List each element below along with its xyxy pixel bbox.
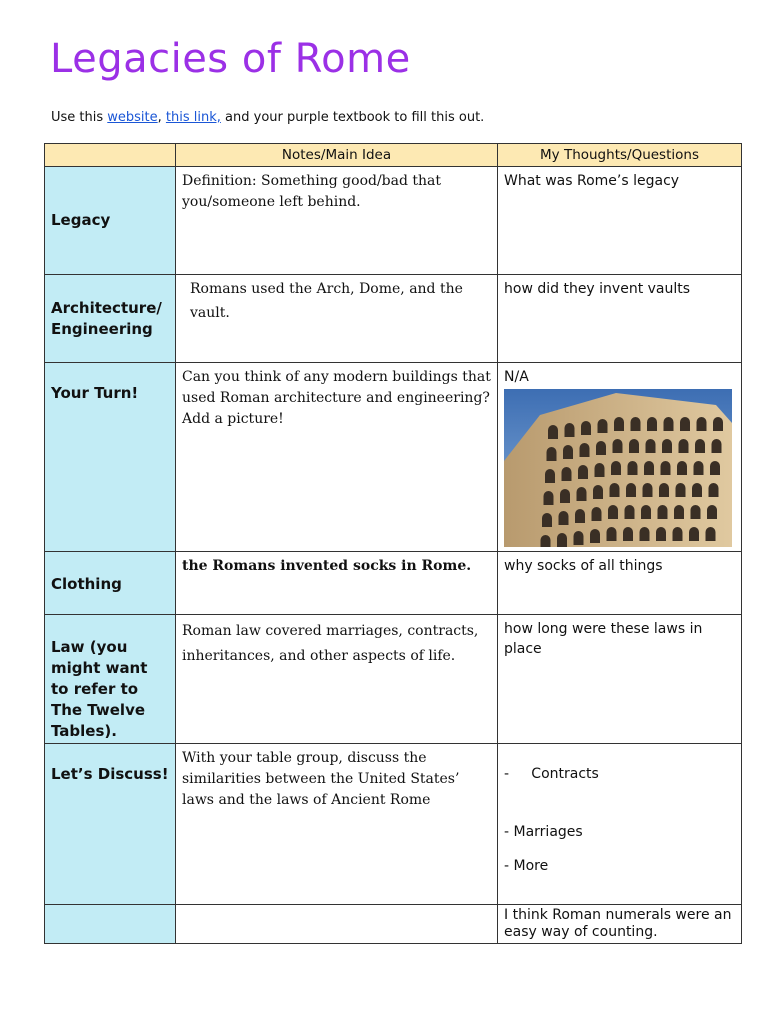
arch-window (673, 527, 683, 541)
thoughts-cell[interactable]: how long were these laws in place (498, 615, 742, 744)
list-item: - Contracts (504, 766, 599, 782)
arch-window (658, 505, 668, 519)
arch-window (547, 447, 557, 461)
notes-cell[interactable]: the Romans invented socks in Rome. (176, 552, 498, 615)
arch-window (625, 505, 635, 519)
arch-window (631, 417, 641, 431)
table-row-law (45, 615, 742, 744)
arch-window (592, 507, 602, 521)
arch-window (590, 529, 600, 543)
arch-window (541, 535, 551, 547)
arch-window (640, 527, 650, 541)
arch-window (677, 461, 687, 475)
arch-window (644, 461, 654, 475)
intro-sep: , (157, 110, 166, 125)
arch-window (691, 505, 701, 519)
arch-window (614, 417, 624, 431)
arch-window (680, 417, 690, 431)
arch-window (578, 465, 588, 479)
thoughts-text: N/A (504, 369, 529, 385)
arch-window (656, 527, 666, 541)
thoughts-cell[interactable]: how did they invent vaults (498, 275, 742, 363)
thoughts-cell[interactable] (498, 363, 742, 552)
table-row-legacy (45, 167, 742, 275)
table-row-architecture (45, 275, 742, 363)
row-label: Architecture/ Engineering (45, 275, 176, 363)
website-link[interactable]: website (107, 110, 158, 125)
notes-cell[interactable]: Can you think of any modern buildings that used Roman architecture and engineering? Add a picture! (176, 363, 498, 552)
notes-cell[interactable] (176, 905, 498, 944)
row-label: Clothing (45, 552, 176, 615)
row-label: Law (you might want to refer to The Twelve Tables). (45, 615, 176, 744)
intro-suffix: and your purple textbook to fill this out. (220, 110, 485, 125)
arch-window (596, 441, 606, 455)
arch-window (611, 461, 621, 475)
intro-text (51, 110, 484, 125)
arch-window (694, 461, 704, 475)
table-row-discuss (45, 744, 742, 905)
row-label: Let’s Discuss! (45, 744, 176, 905)
arch-window (623, 527, 633, 541)
arch-window (574, 531, 584, 545)
intro-prefix: Use this (51, 110, 108, 125)
header-cell-blank (45, 144, 176, 167)
arch-window (595, 463, 605, 477)
table-row-your-turn (45, 363, 742, 552)
arch-window (641, 505, 651, 519)
table-row-extra (45, 905, 742, 944)
this-link[interactable]: this link, (165, 110, 221, 125)
arch-window (593, 485, 603, 499)
building-photo (504, 389, 732, 547)
thoughts-cell[interactable]: What was Rome’s legacy (498, 167, 742, 275)
arch-window (676, 483, 686, 497)
arch-window (559, 511, 569, 525)
thoughts-cell[interactable]: I think Roman numerals were an easy way of counting. (498, 905, 742, 944)
arch-window (679, 439, 689, 453)
arch-window (707, 505, 717, 519)
arch-window (542, 513, 552, 527)
arch-window (662, 439, 672, 453)
notes-cell[interactable]: Romans used the Arch, Dome, and the vault. (176, 275, 498, 363)
arch-window (712, 439, 722, 453)
arch-window (710, 461, 720, 475)
arch-window (629, 439, 639, 453)
arch-window (695, 439, 705, 453)
arch-window (598, 419, 608, 433)
arch-window (608, 505, 618, 519)
arch-window (610, 483, 620, 497)
arch-window (580, 443, 590, 457)
arch-window (713, 417, 723, 431)
arch-window (697, 417, 707, 431)
page-title: Legacies of Rome (50, 36, 411, 82)
arch-window (647, 417, 657, 431)
arch-window (689, 527, 699, 541)
list-item: - Marriages (504, 824, 583, 840)
arch-window (674, 505, 684, 519)
arch-window (563, 445, 573, 459)
arch-window (646, 439, 656, 453)
arch-window (562, 467, 572, 481)
notes-cell[interactable]: Definition: Something good/bad that you/someone left behind. (176, 167, 498, 275)
arch-window (607, 527, 617, 541)
arch-window (560, 489, 570, 503)
header-row (45, 144, 742, 167)
arch-window (626, 483, 636, 497)
table-row-clothing (45, 552, 742, 615)
arch-window (581, 421, 591, 435)
arch-window (613, 439, 623, 453)
arch-window (706, 527, 716, 541)
thoughts-cell[interactable]: why socks of all things (498, 552, 742, 615)
arch-window (577, 487, 587, 501)
arch-window (565, 423, 575, 437)
thoughts-cell[interactable] (498, 744, 742, 905)
notes-table (44, 143, 742, 944)
arch-window (557, 533, 567, 547)
arch-window (545, 469, 555, 483)
row-label: Legacy (45, 167, 176, 275)
arch-window (659, 483, 669, 497)
arch-window (709, 483, 719, 497)
list-item: - More (504, 858, 549, 874)
arch-window (548, 425, 558, 439)
row-label (45, 905, 176, 944)
arch-window (643, 483, 653, 497)
arch-window (544, 491, 554, 505)
header-notes: Notes/Main Idea (176, 144, 498, 167)
arch-window (692, 483, 702, 497)
arch-window (628, 461, 638, 475)
notes-cell[interactable]: With your table group, discuss the similarities between the United States’ laws and the laws of Ancient Rome (176, 744, 498, 905)
arch-window (664, 417, 674, 431)
notes-cell[interactable]: Roman law covered marriages, contracts, inheritances, and other aspects of life. (176, 615, 498, 744)
arch-window (575, 509, 585, 523)
header-thoughts: My Thoughts/Questions (498, 144, 742, 167)
row-label: Your Turn! (45, 363, 176, 552)
arch-window (661, 461, 671, 475)
